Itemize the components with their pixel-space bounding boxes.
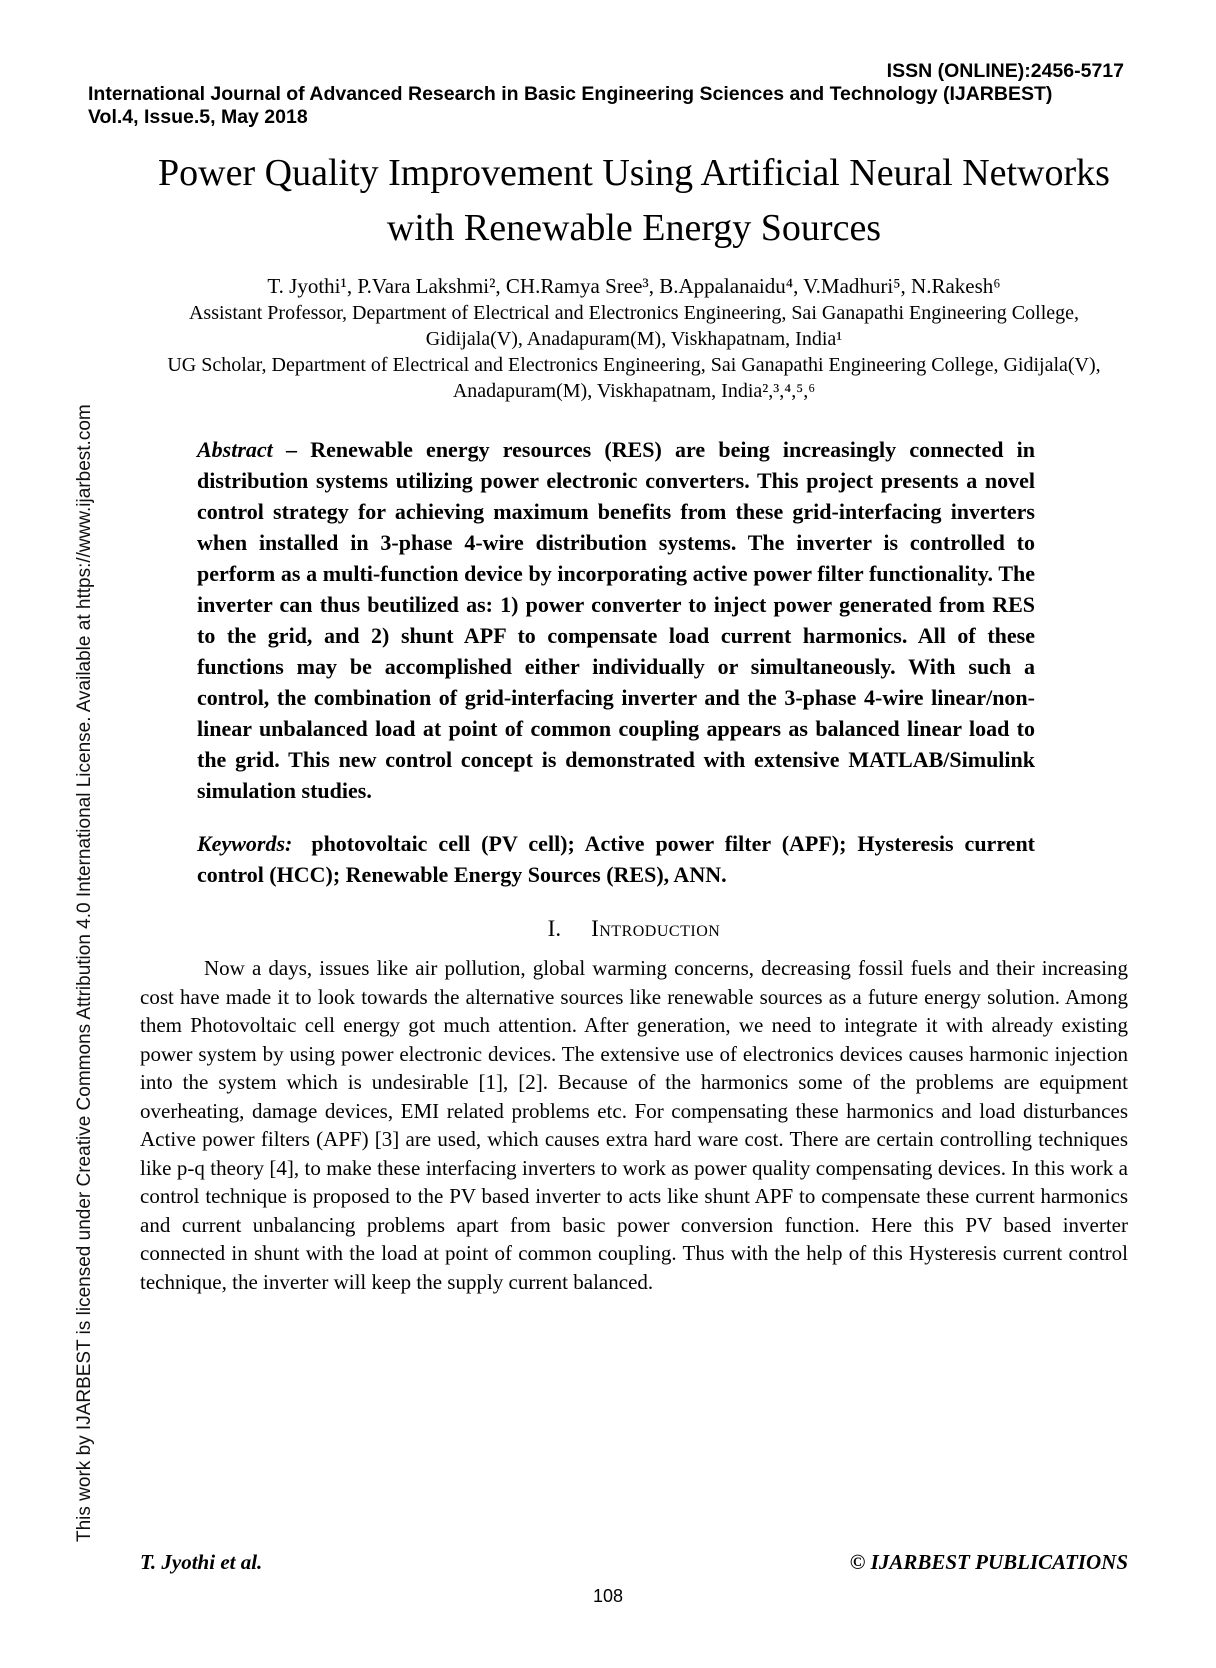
affiliation-2: UG Scholar, Department of Electrical and Electronics Engineering, Sai Ganapathi Engineering College, Gidijala(V), Anadapuram(M), Viskhapatnam, India²,³,⁴,⁵,⁶ — [167, 354, 1101, 402]
volume-issue-line: Vol.4, Issue.5, May 2018 — [88, 106, 308, 128]
paper-title: Power Quality Improvement Using Artificial Neural Networks with Renewable Energy Sources — [158, 152, 1110, 249]
abstract-paragraph — [197, 434, 1035, 806]
journal-header — [88, 60, 1124, 129]
license-sidebar — [74, 150, 102, 1542]
authors-line: T. Jyothi¹, P.Vara Lakshmi², CH.Ramya Sree³, B.Appalanaidu⁴, V.Madhuri⁵, N.Rakesh⁶ — [267, 274, 1001, 298]
page-footer — [140, 1550, 1128, 1575]
keywords-text: photovoltaic cell (PV cell); Active power filter (APF); Hysteresis current control (HCC); Renewable Energy Sources (RES), ANN. — [197, 831, 1036, 887]
keywords-label: Keywords: — [197, 831, 293, 856]
issn-line: ISSN (ONLINE):2456-5717 — [886, 60, 1124, 82]
article-body — [140, 146, 1128, 1296]
section-number: I. — [547, 916, 562, 941]
section-heading-introduction — [140, 916, 1128, 942]
footer-publisher: © IJARBEST PUBLICATIONS — [849, 1550, 1128, 1574]
license-text: This work by IJARBEST is licensed under Creative Commons Attribution 4.0 International License. Available at https://www.ijarbest.com — [74, 404, 95, 1542]
footer-running-author: T. Jyothi et al. — [140, 1550, 263, 1574]
abstract-label: Abstract — [197, 437, 273, 462]
abstract-text: – Renewable energy resources (RES) are being increasingly connected in distribution systems utilizing power electronic converters. This project presents a novel control strategy for achieving maximum benefits from these grid-interfacing inverters when installed in 3-phase 4-wire distribution systems. The inverter is controlled to perform as a multi-function device by incorporating active power filter functionality. The inverter can thus beutilized as: 1) power converter to inject power generated from RES to the grid, and 2) shunt APF to compensate load current harmonics. All of these functions may be accomplished either individually or simultaneously. With such a control, the combination of grid-interfacing inverter and the 3-phase 4-wire linear/non-linear unbalanced load at point of common coupling appears as balanced linear load to the grid. This new control concept is demonstrated with extensive MATLAB/Simulink simulation studies. — [197, 437, 1036, 803]
page-number: 108 — [592, 1586, 624, 1606]
affiliation-1: Assistant Professor, Department of Electrical and Electronics Engineering, Sai Ganapathi Engineering College, Gidijala(V), Anadapuram(M), Viskhapatnam, India¹ — [188, 302, 1080, 350]
journal-name: International Journal of Advanced Research in Basic Engineering Sciences and Technology (IJARBEST) — [88, 83, 1053, 105]
introduction-paragraph: Now a days, issues like air pollution, global warming concerns, decreasing fossil fuels and their increasing cost have made it to look towards the alternative sources like renewable sources as a future energy solution. Among them Photovoltaic cell energy got much attention. After generation, we need to integrate it with already existing power system by using power electronic devices. The extensive use of electronics devices causes harmonic injection into the system which is undesirable [1], [2]. Because of the harmonics some of the problems are equipment overheating, damage devices, EMI related problems etc. For compensating these harmonics and load disturbances Active power filters (APF) [3] are used, which causes extra hard ware cost. There are certain controlling techniques like p-q theory [4], to make these interfacing inverters to work as power quality compensating devices. In this work a control technique is proposed to the PV based inverter to acts like shunt APF to compensate these current harmonics and current unbalancing problems apart from basic power conversion function. Here this PV based inverter connected in shunt with the load at point of common coupling. Thus with the help of this Hysteresis current control technique, the inverter will keep the supply current balanced. — [140, 956, 1128, 1294]
keywords-paragraph — [197, 828, 1035, 890]
section-title: Introduction — [591, 916, 721, 941]
